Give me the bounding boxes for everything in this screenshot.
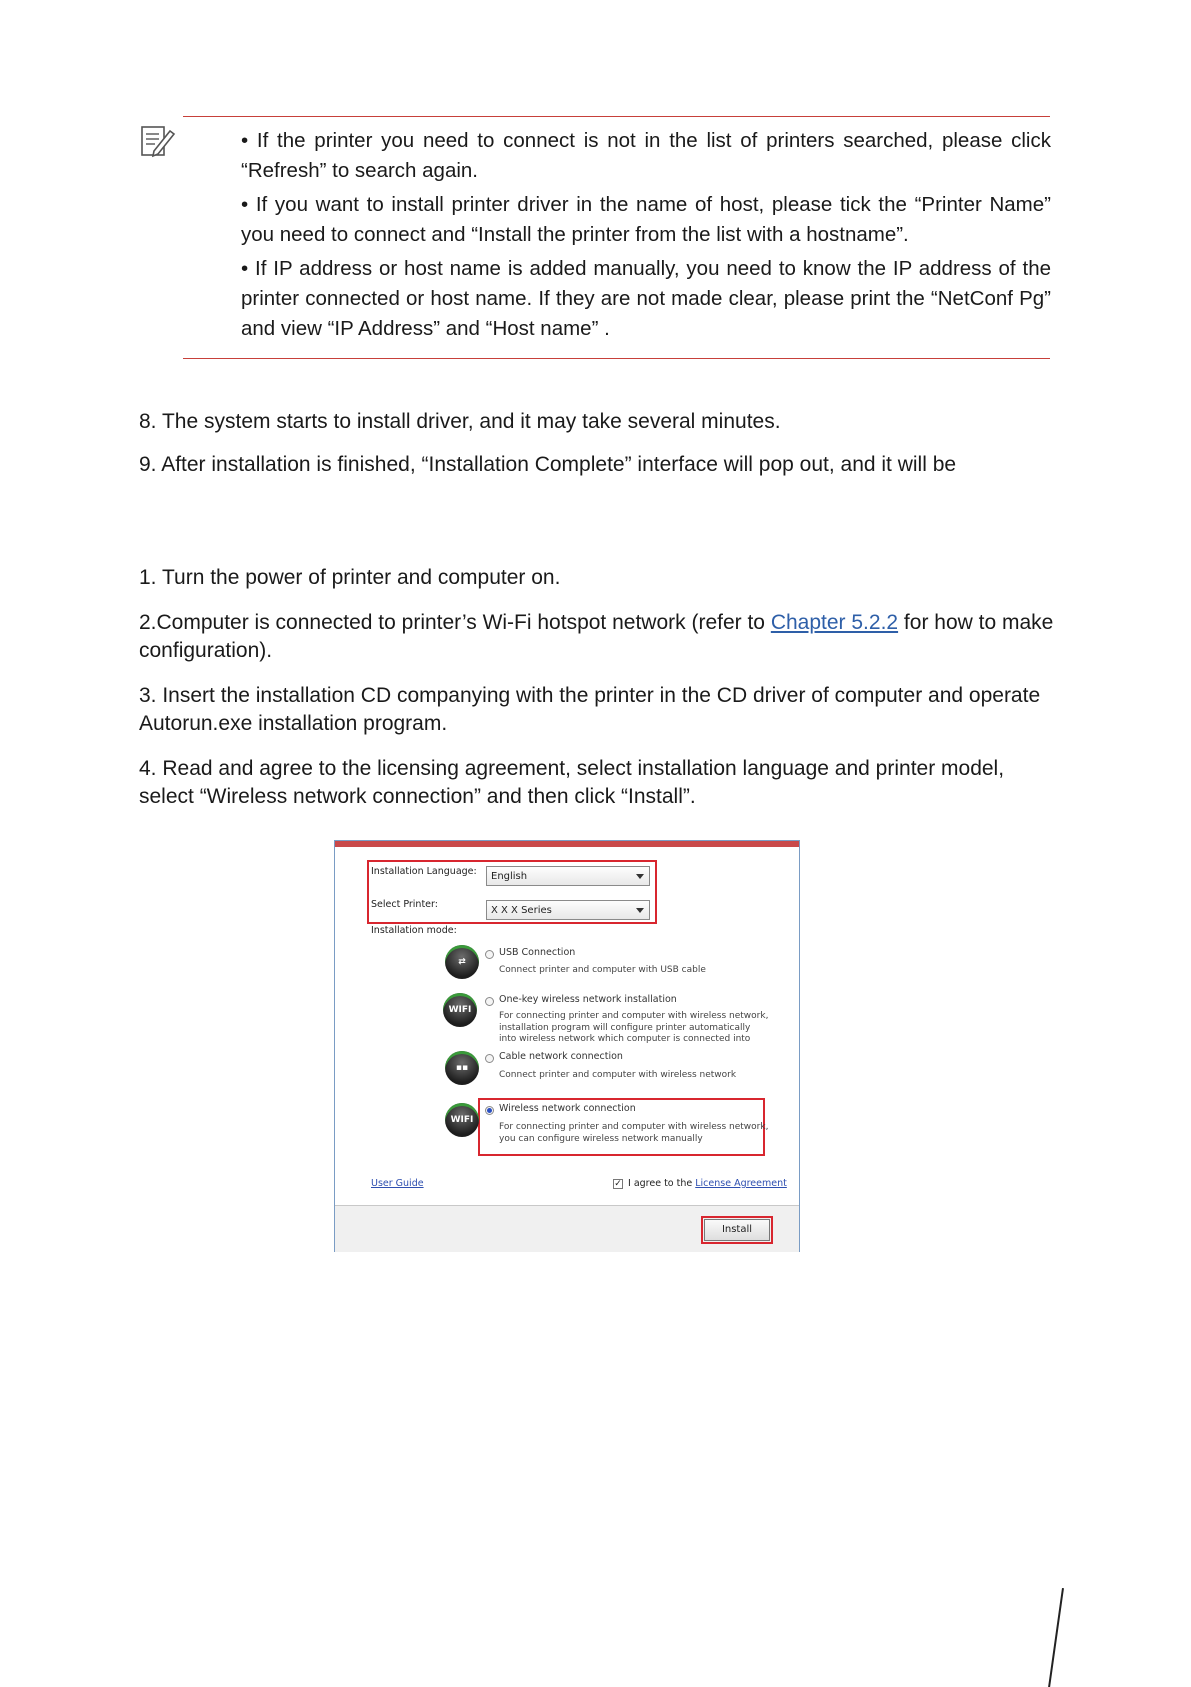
mode-title: Wireless network connection	[499, 1103, 636, 1114]
page-corner-stroke	[1048, 1588, 1064, 1687]
language-value: English	[491, 871, 528, 882]
mode-title: USB Connection	[499, 947, 576, 958]
language-select[interactable]	[486, 866, 650, 886]
license-agreement-link[interactable]: License Agreement	[695, 1178, 787, 1189]
cable-network-radio[interactable]	[485, 1054, 494, 1063]
one-key-wireless-radio[interactable]	[485, 997, 494, 1006]
agree-prefix: I agree to the	[628, 1178, 696, 1189]
installer-footer	[335, 1205, 799, 1252]
step-2	[139, 609, 1054, 665]
note-bullet: • If you want to install printer driver in the name of host, please tick the “Printer Name” you need to connect and “Install the printer from the list with a hostname”.	[241, 193, 1051, 246]
user-guide-link[interactable]: User Guide	[371, 1178, 424, 1189]
chevron-down-icon	[636, 874, 644, 879]
wifi-icon: WIFI	[443, 993, 477, 1027]
step-1: 1. Turn the power of printer and computer on.	[139, 566, 561, 589]
wireless-network-radio[interactable]	[485, 1106, 494, 1115]
note-text	[241, 126, 1051, 348]
mode-title: Cable network connection	[499, 1051, 623, 1062]
mode-desc: Connect printer and computer with wireless network	[499, 1070, 737, 1080]
installer-window	[334, 840, 800, 1252]
install-button[interactable]: Install	[704, 1219, 770, 1241]
wifi-icon: WIFI	[445, 1103, 479, 1137]
usb-radio[interactable]	[485, 950, 494, 959]
language-label: Installation Language:	[371, 866, 477, 877]
note-pencil-icon	[140, 125, 176, 159]
printer-label: Select Printer:	[371, 899, 438, 910]
note-top-rule	[183, 116, 1050, 117]
step-8: 8. The system starts to install driver, and it may take several minutes.	[139, 410, 781, 433]
step-2-text-end: for how to make configuration).	[139, 611, 1054, 662]
printer-value: X X X Series	[491, 905, 552, 916]
chevron-down-icon	[636, 908, 644, 913]
network-cable-icon: ▪▪	[445, 1051, 479, 1085]
mode-desc: For connecting printer and computer with wireless network, you can configure wireless network manually	[499, 1122, 769, 1144]
usb-icon: ⇄	[445, 945, 479, 979]
step-4: 4. Read and agree to the licensing agreement, select installation language and printer model, select “Wireless network connection” and then click “Install”.	[139, 757, 1005, 808]
agree-checkbox[interactable]: ✓	[614, 1179, 622, 1189]
mode-desc: Connect printer and computer with USB cable	[499, 965, 706, 975]
mode-title: One-key wireless network installation	[499, 994, 677, 1005]
note-bottom-rule	[183, 358, 1050, 359]
mode-desc: For connecting printer and computer with wireless network, installation program will configure printer automatically into wireless network which computer is connected into	[499, 1011, 769, 1044]
step-2-text: 2.Computer is connected to printer’s Wi-Fi hotspot network (refer to	[139, 611, 771, 634]
mode-label: Installation mode:	[371, 925, 457, 936]
chapter-link[interactable]: Chapter 5.2.2	[770, 611, 899, 634]
step-9: 9. After installation is finished, “Installation Complete” interface will pop out, and it will be	[139, 453, 957, 476]
note-bullet: • If the printer you need to connect is not in the list of printers searched, please click “Refresh” to search again.	[241, 129, 1051, 182]
agree-label	[628, 1178, 787, 1189]
note-bullet: • If IP address or host name is added manually, you need to know the IP address of the printer connected or host name. If they are not made clear, please print the “NetConf Pg” and view “IP Address” and “Host name” .	[241, 257, 1051, 340]
installer-titlebar	[335, 841, 799, 847]
printer-select[interactable]	[486, 900, 650, 920]
step-3: 3. Insert the installation CD companying with the printer in the CD driver of computer and operate Autorun.exe installation program.	[139, 684, 1041, 735]
